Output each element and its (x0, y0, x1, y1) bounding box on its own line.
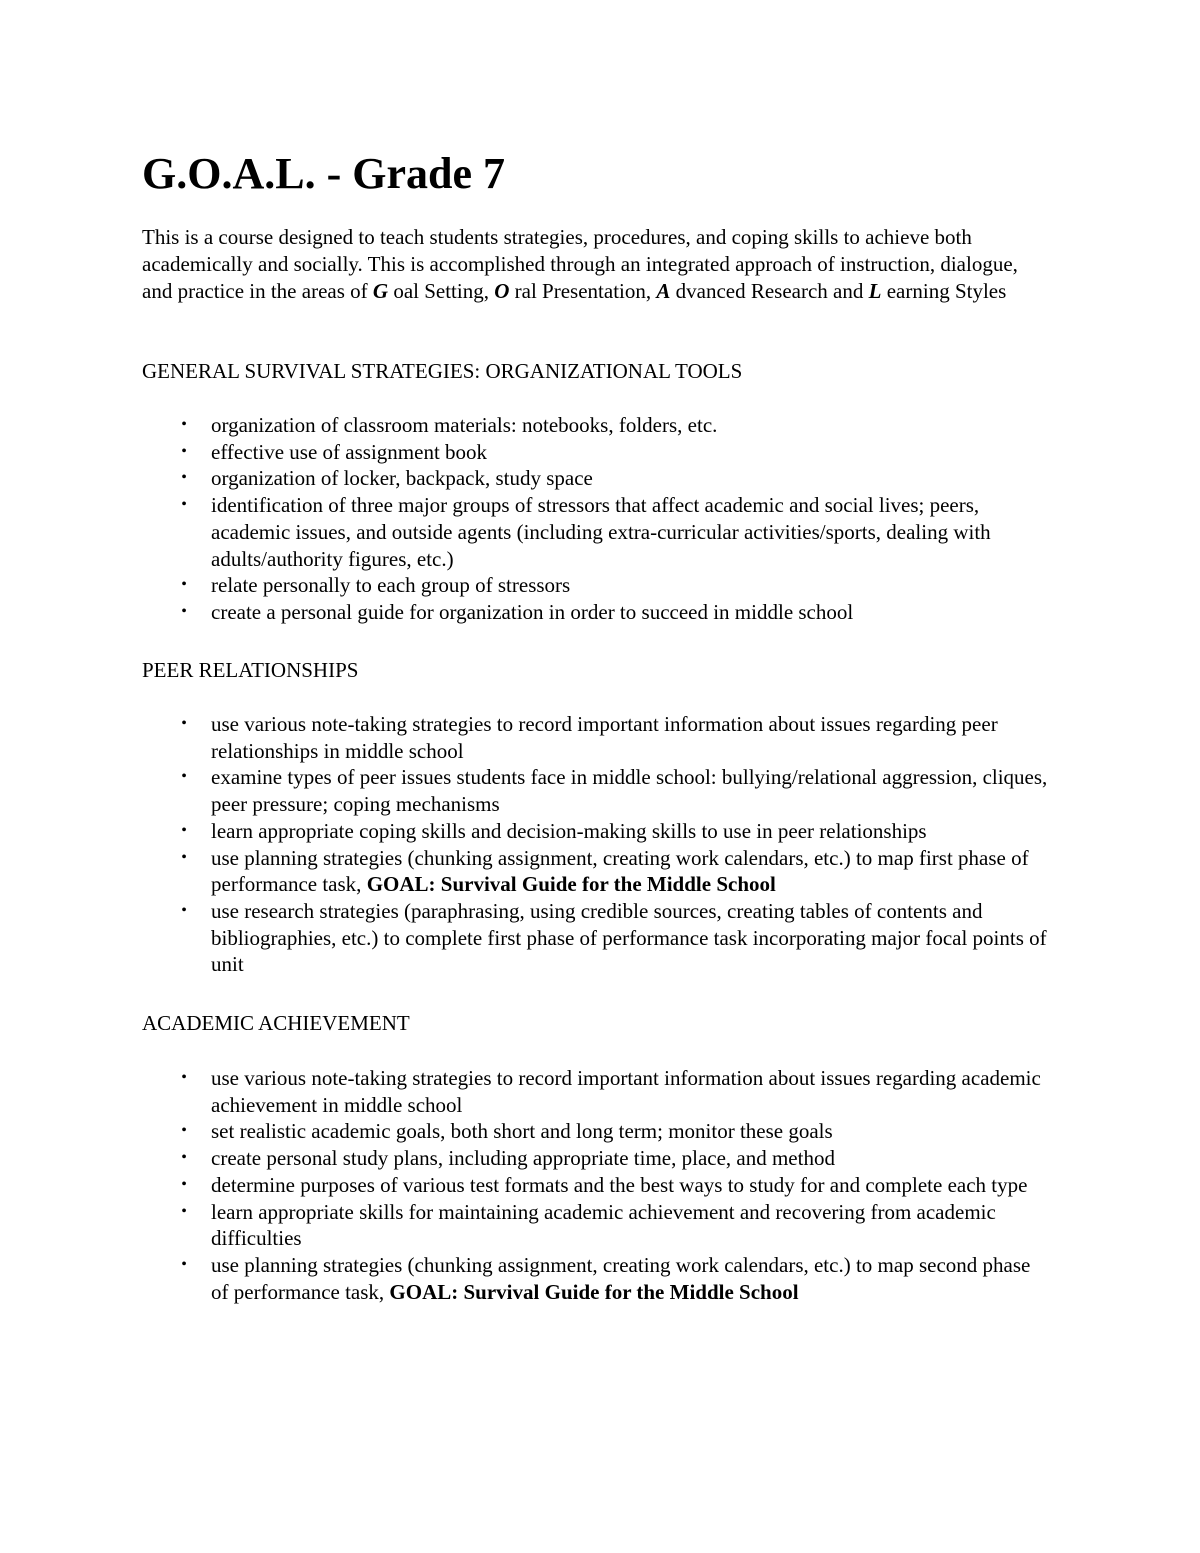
bullet-icon: • (181, 821, 187, 839)
bullet-icon: • (181, 496, 187, 514)
performance-task-title: GOAL: Survival Guide for the Middle School (366, 872, 776, 897)
intro-letter-g: G (372, 279, 389, 303)
intro-paragraph (142, 224, 1042, 305)
list-item (142, 492, 1052, 572)
list-item-text: create personal study plans, including appropriate time, place, and method (211, 1146, 835, 1171)
list-item (142, 818, 1052, 845)
list-item-text: create a personal guide for organization in order to succeed in middle school (211, 599, 854, 624)
intro-text-advanced: dvanced Research and (670, 279, 869, 303)
bullet-icon: • (181, 768, 187, 786)
section-heading-academic-achievement: ACADEMIC ACHIEVEMENT (142, 1011, 410, 1035)
bullet-list-peer-relationships (142, 711, 1052, 978)
bullet-icon: • (181, 901, 187, 919)
list-item-text: relate personally to each group of stressors (211, 573, 571, 598)
list-item (142, 764, 1052, 817)
list-item (142, 599, 1052, 626)
section-heading-organizational-tools: GENERAL SURVIVAL STRATEGIES: ORGANIZATIONAL TOOLS (142, 359, 743, 383)
bullet-icon: • (181, 416, 187, 433)
bullet-icon: • (181, 1069, 187, 1086)
list-item (142, 845, 1052, 898)
list-item (142, 412, 1052, 439)
list-item (142, 1118, 1052, 1145)
list-item (142, 465, 1052, 492)
list-item-text: use research strategies (paraphrasing, using credible sources, creating tables of contents and bibliographies, etc.) to complete first phase of performance task incorporating major focal points of unit (211, 898, 1047, 977)
list-item-text: learn appropriate coping skills and decision-making skills to use in peer relationships (211, 818, 927, 843)
list-item-text: set realistic academic goals, both short and long term; monitor these goals (211, 1119, 833, 1144)
document-title: G.O.A.L. - Grade 7 (142, 149, 505, 198)
list-item (142, 439, 1052, 466)
list-item-text: use various note-taking strategies to record important information about issues regarding peer relationships in middle school (211, 712, 998, 763)
bullet-icon: • (181, 1255, 187, 1273)
list-item-text: use planning strategies (chunking assignment, creating work calendars, etc.) to map second phase of performance task, (211, 1252, 1031, 1304)
bullet-icon: • (181, 848, 187, 866)
list-item (142, 1145, 1052, 1172)
bullet-icon: • (181, 469, 187, 487)
bullet-icon: • (181, 576, 187, 594)
list-item-text: learn appropriate skills for maintaining academic achievement and recovering from academic difficulties (211, 1199, 996, 1251)
list-item (142, 898, 1052, 978)
bullet-icon: • (181, 715, 187, 732)
list-item (142, 1172, 1052, 1199)
list-item-text: effective use of assignment book (211, 439, 488, 464)
bullet-icon: • (181, 442, 187, 460)
list-item (142, 572, 1052, 599)
list-item-text: organization of locker, backpack, study space (211, 466, 593, 491)
bullet-icon: • (181, 1202, 187, 1220)
intro-letter-o: O (494, 279, 510, 303)
bullet-list-academic-achievement (142, 1065, 1052, 1305)
list-item-text: examine types of peer issues students face in middle school: bullying/relational aggression, cliques, peer pressure; coping mechanisms (211, 765, 1048, 817)
bullet-icon: • (181, 1149, 187, 1167)
bullet-icon: • (181, 1122, 187, 1140)
list-item (142, 1199, 1052, 1252)
list-item-text: use various note-taking strategies to record important information about issues regarding academic achievement in middle school (211, 1066, 1041, 1117)
list-item (142, 1252, 1052, 1305)
list-item (142, 1065, 1052, 1118)
intro-letter-a: A (656, 279, 671, 303)
list-item-text: identification of three major groups of stressors that affect academic and social lives; peers, academic issues, and outside agents (including extra-curricular activities/sports, dealing with adults/authority figures, etc.) (211, 493, 991, 571)
intro-text-oral: ral Presentation, (509, 279, 657, 303)
list-item-text: organization of classroom materials: notebooks, folders, etc. (211, 413, 718, 437)
bullet-icon: • (181, 1175, 187, 1193)
list-item (142, 711, 1052, 764)
intro-text-goal: oal Setting, (388, 279, 495, 303)
bullet-list-organizational-tools (142, 412, 1052, 626)
list-item-text: determine purposes of various test formats and the best ways to study for and complete each type (211, 1172, 1028, 1197)
list-item-text: use planning strategies (chunking assignment, creating work calendars, etc.) to map first phase of performance task, (211, 845, 1029, 897)
section-heading-peer-relationships: PEER RELATIONSHIPS (142, 658, 359, 682)
intro-text: This is a course designed to teach students strategies, procedures, and coping skills to achieve both academically and socially. This is accomplished through an integrated approach of instruction, dialogue, and practice in the areas of (142, 225, 1018, 303)
intro-text-learning: earning Styles (881, 279, 1007, 303)
bullet-icon: • (181, 602, 187, 620)
performance-task-title: GOAL: Survival Guide for the Middle School (389, 1279, 799, 1304)
intro-letter-l: L (868, 279, 882, 303)
